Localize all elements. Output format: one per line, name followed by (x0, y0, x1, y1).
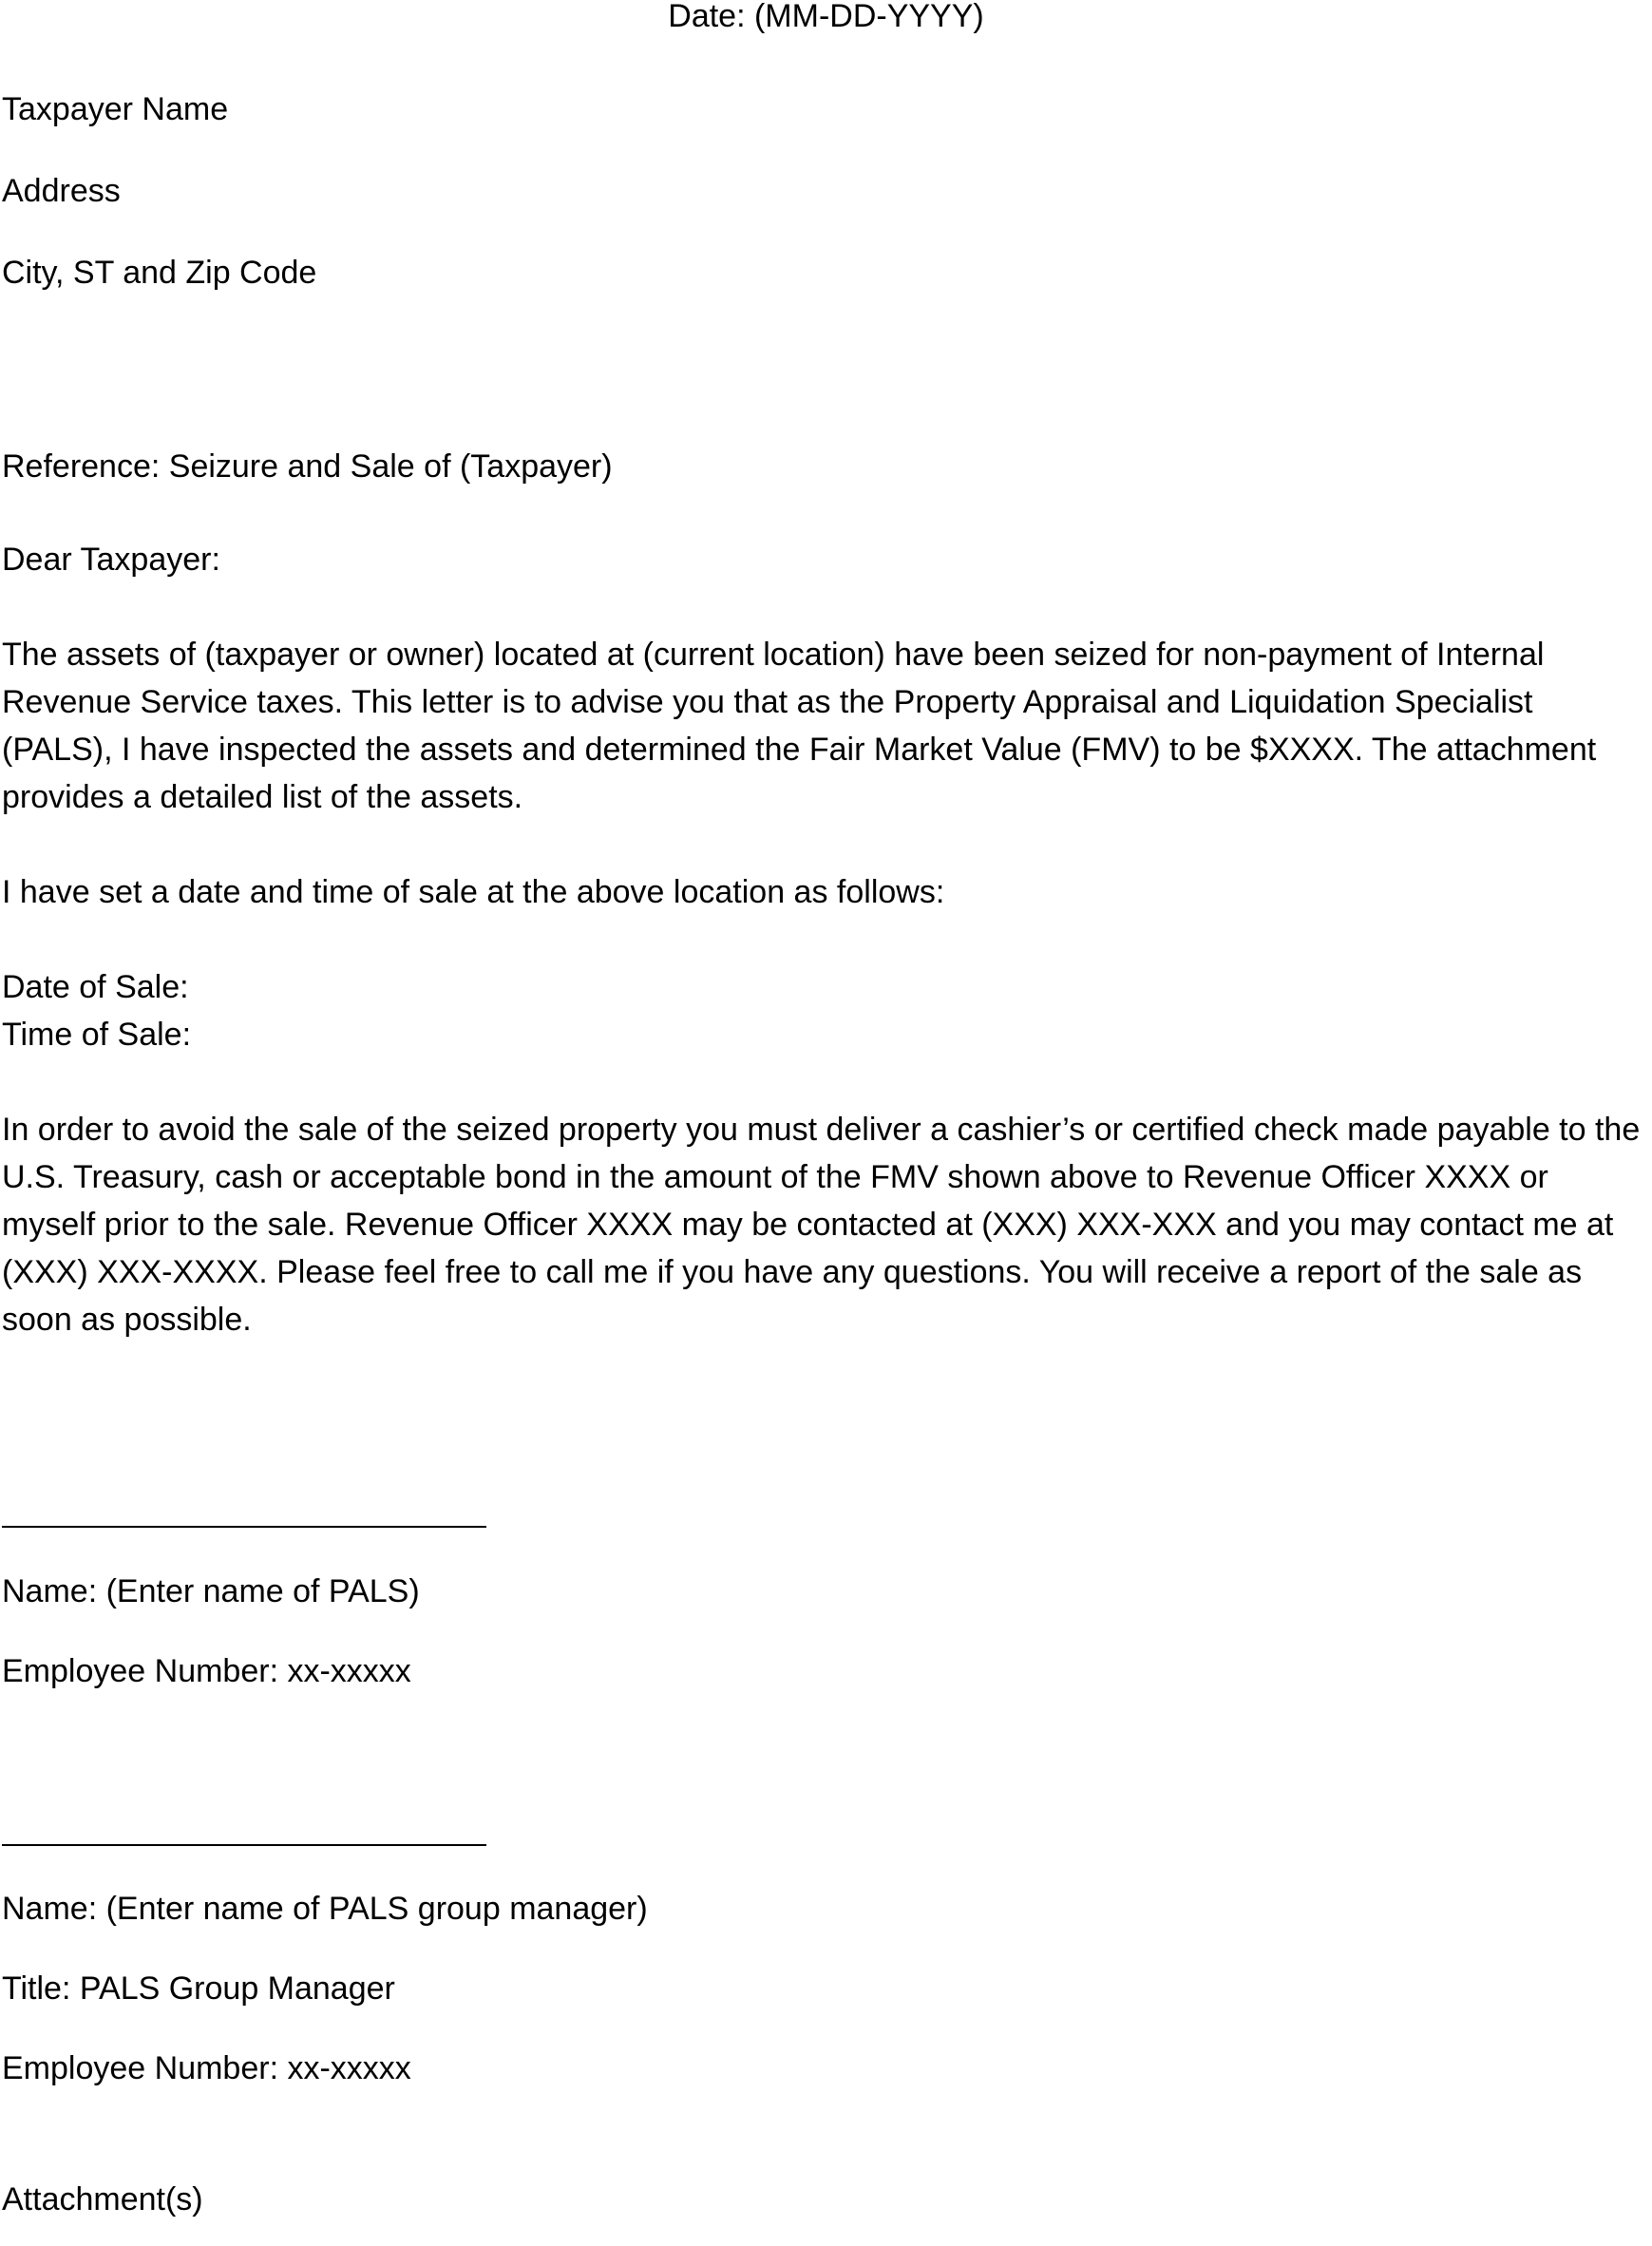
date-line: Date: (MM-DD-YYYY) (668, 0, 984, 34)
attachments: Attachment(s) (2, 2181, 203, 2217)
manager-title: Title: PALS Group Manager (2, 1970, 395, 2007)
body-paragraph-1: The assets of (taxpayer or owner) located at (current location) have been seized for non-payment of Internal Revenue Service taxes. This letter is to advise you that as the Property Appraisal and Liquidation Specialist (PALS), I have inspected the assets and determined the Fair Market Value (FMV) to be $XXXX. The attachment provides a detailed list of the assets. (2, 637, 1597, 815)
signature-line-manager (2, 1844, 486, 1846)
pals-employee-number: Employee Number: xx-xxxxx (2, 1653, 411, 1689)
manager-employee-number: Employee Number: xx-xxxxx (2, 2050, 411, 2086)
time-of-sale: Time of Sale: (2, 1017, 192, 1053)
manager-name: Name: (Enter name of PALS group manager) (2, 1891, 648, 1927)
recipient-address: Address (2, 173, 121, 209)
recipient-city-state-zip: City, ST and Zip Code (2, 255, 317, 291)
salutation: Dear Taxpayer: (2, 542, 220, 578)
recipient-name: Taxpayer Name (2, 91, 229, 127)
pals-name: Name: (Enter name of PALS) (2, 1573, 420, 1609)
date-of-sale: Date of Sale: (2, 969, 189, 1005)
body-paragraph-3: In order to avoid the sale of the seized property you must deliver a cashier’s or certified check made payable to the U.S. Treasury, cash or acceptable bond in the amount of the FMV shown above to Revenue Officer XXXX or myself prior to the sale. Revenue Officer XXXX may be contacted at (XXX) XXX-XXX and you may contact me at (XXX) XXX-XXXX. Please feel free to call me if you have any questions. You will receive a report of the sale as soon as possible. (2, 1112, 1641, 1338)
body-paragraph-2: I have set a date and time of sale at the above location as follows: (2, 874, 945, 910)
reference-line: Reference: Seizure and Sale of (Taxpayer) (2, 448, 613, 485)
signature-line-pals (2, 1526, 486, 1528)
